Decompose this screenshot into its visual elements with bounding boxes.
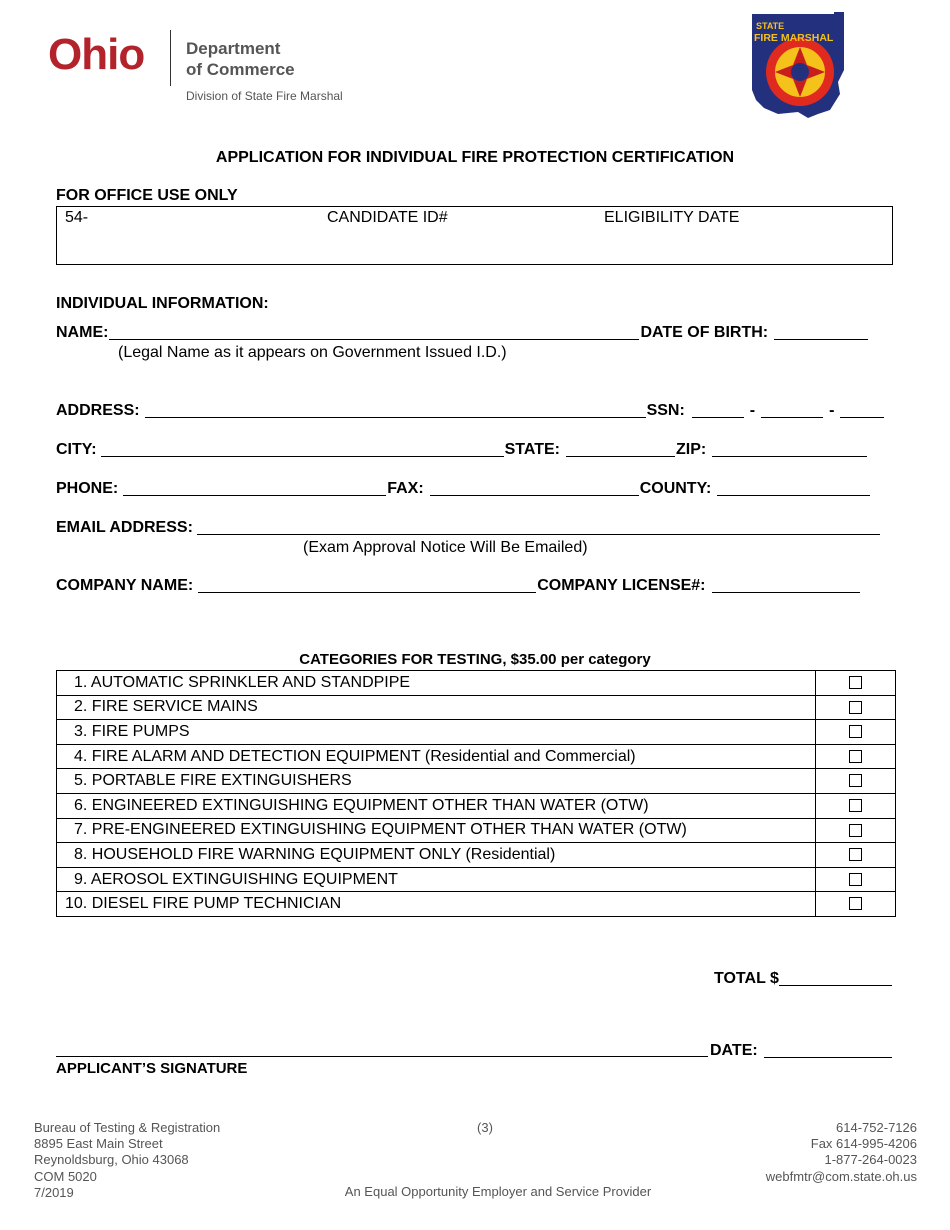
ssn-part-3[interactable] bbox=[840, 403, 884, 418]
phone-field[interactable] bbox=[123, 481, 386, 496]
category-label: 4. FIRE ALARM AND DETECTION EQUIPMENT (Residential and Commercial) bbox=[57, 744, 816, 769]
category-checkbox[interactable] bbox=[849, 848, 862, 861]
signature-label: APPLICANT’S SIGNATURE bbox=[56, 1060, 248, 1077]
dob-label: DATE OF BIRTH: bbox=[640, 324, 769, 341]
category-checkbox[interactable] bbox=[849, 774, 862, 787]
category-checkbox[interactable] bbox=[849, 799, 862, 812]
address-field[interactable] bbox=[145, 403, 646, 418]
page-title: APPLICATION FOR INDIVIDUAL FIRE PROTECTION CERTIFICATION bbox=[215, 149, 735, 166]
office-use-label: FOR OFFICE USE ONLY bbox=[56, 187, 238, 204]
dob-field[interactable] bbox=[774, 325, 868, 340]
category-label: 2. FIRE SERVICE MAINS bbox=[57, 695, 816, 720]
seal-main-text: FIRE MARSHAL bbox=[754, 32, 834, 44]
category-checkbox-cell bbox=[816, 892, 896, 917]
category-label: 9. AEROSOL EXTINGUISHING EQUIPMENT bbox=[57, 867, 816, 892]
fax-field[interactable] bbox=[430, 481, 639, 496]
city-row bbox=[56, 441, 894, 459]
email-row bbox=[56, 519, 894, 537]
phone-label: PHONE: bbox=[56, 480, 119, 497]
category-checkbox-cell bbox=[816, 793, 896, 818]
company-row bbox=[56, 577, 894, 595]
category-label: 10. DIESEL FIRE PUMP TECHNICIAN bbox=[57, 892, 816, 917]
eligibility-date-label: ELIGIBILITY DATE bbox=[604, 209, 740, 226]
category-row bbox=[57, 793, 896, 818]
category-row bbox=[57, 892, 896, 917]
category-checkbox-cell bbox=[816, 843, 896, 868]
category-row bbox=[57, 867, 896, 892]
category-row bbox=[57, 843, 896, 868]
phone-row bbox=[56, 480, 894, 498]
department-name: Department of Commerce bbox=[186, 39, 295, 79]
ssn-part-2[interactable] bbox=[761, 403, 823, 418]
signature-date-row bbox=[710, 1042, 892, 1060]
name-row bbox=[56, 324, 894, 342]
company-name-field[interactable] bbox=[198, 578, 536, 593]
city-label: CITY: bbox=[56, 441, 97, 458]
seal-top-text: STATE bbox=[756, 21, 785, 31]
category-checkbox[interactable] bbox=[849, 897, 862, 910]
categories-heading: CATEGORIES FOR TESTING, $35.00 per category bbox=[299, 651, 651, 668]
category-checkbox-cell bbox=[816, 695, 896, 720]
categories-table bbox=[56, 670, 896, 917]
individual-info-heading: INDIVIDUAL INFORMATION: bbox=[56, 295, 269, 312]
footer-contact: 614-752-7126 Fax 614-995-4206 1-877-264-0023 webfmtr@com.state.oh.us bbox=[765, 1120, 917, 1184]
fire-marshal-seal-icon bbox=[748, 10, 848, 120]
signature-field[interactable] bbox=[56, 1056, 708, 1057]
category-checkbox-cell bbox=[816, 818, 896, 843]
county-label: COUNTY: bbox=[639, 480, 712, 497]
category-label: 5. PORTABLE FIRE EXTINGUISHERS bbox=[57, 769, 816, 794]
category-checkbox-cell bbox=[816, 720, 896, 745]
office-use-box bbox=[56, 206, 893, 265]
ohio-logo: Ohio bbox=[48, 30, 145, 79]
fax-label: FAX: bbox=[387, 480, 424, 497]
category-checkbox[interactable] bbox=[849, 824, 862, 837]
address-row: ADDRESS: SSN: - - bbox=[56, 402, 894, 420]
category-row bbox=[57, 671, 896, 696]
zip-label: ZIP: bbox=[676, 441, 707, 458]
category-row bbox=[57, 720, 896, 745]
candidate-id-label: CANDIDATE ID# bbox=[327, 209, 448, 226]
category-label: 8. HOUSEHOLD FIRE WARNING EQUIPMENT ONLY (Residential) bbox=[57, 843, 816, 868]
email-label: EMAIL ADDRESS: bbox=[56, 519, 193, 536]
category-row bbox=[57, 695, 896, 720]
signature-date-field[interactable] bbox=[764, 1043, 892, 1058]
name-field[interactable] bbox=[109, 325, 639, 340]
category-checkbox[interactable] bbox=[849, 725, 862, 738]
ssn-part-1[interactable] bbox=[692, 403, 744, 418]
division-name: Division of State Fire Marshal bbox=[186, 89, 343, 103]
category-row bbox=[57, 744, 896, 769]
city-field[interactable] bbox=[101, 442, 504, 457]
company-name-label: COMPANY NAME: bbox=[56, 577, 194, 594]
page-number: (3) bbox=[477, 1120, 493, 1135]
name-note: (Legal Name as it appears on Government Issued I.D.) bbox=[118, 344, 507, 361]
total-row bbox=[714, 970, 892, 988]
category-label: 7. PRE-ENGINEERED EXTINGUISHING EQUIPMENT OTHER THAN WATER (OTW) bbox=[57, 818, 816, 843]
category-checkbox[interactable] bbox=[849, 676, 862, 689]
email-note: (Exam Approval Notice Will Be Emailed) bbox=[303, 539, 588, 556]
total-field[interactable] bbox=[779, 971, 892, 986]
category-checkbox-cell bbox=[816, 671, 896, 696]
email-field[interactable] bbox=[197, 520, 880, 535]
category-checkbox-cell bbox=[816, 744, 896, 769]
category-checkbox-cell bbox=[816, 769, 896, 794]
address-label: ADDRESS: bbox=[56, 402, 140, 419]
category-label: 3. FIRE PUMPS bbox=[57, 720, 816, 745]
category-row bbox=[57, 818, 896, 843]
total-label: TOTAL $ bbox=[714, 970, 779, 987]
zip-field[interactable] bbox=[712, 442, 867, 457]
category-checkbox[interactable] bbox=[849, 701, 862, 714]
logo-divider bbox=[170, 30, 171, 86]
company-license-label: COMPANY LICENSE#: bbox=[537, 577, 706, 594]
equal-opportunity-note: An Equal Opportunity Employer and Service Provider bbox=[344, 1184, 652, 1199]
footer-address: Bureau of Testing & Registration 8895 East Main Street Reynoldsburg, Ohio 43068 COM 5020 7/2019 bbox=[34, 1120, 221, 1200]
county-field[interactable] bbox=[717, 481, 870, 496]
category-label: 6. ENGINEERED EXTINGUISHING EQUIPMENT OTHER THAN WATER (OTW) bbox=[57, 793, 816, 818]
signature-date-label: DATE: bbox=[710, 1042, 758, 1059]
company-license-field[interactable] bbox=[712, 578, 860, 593]
ssn-label: SSN: bbox=[646, 402, 685, 419]
state-field[interactable] bbox=[566, 442, 675, 457]
category-checkbox[interactable] bbox=[849, 750, 862, 763]
category-row bbox=[57, 769, 896, 794]
category-label: 1. AUTOMATIC SPRINKLER AND STANDPIPE bbox=[57, 671, 816, 696]
office-prefix: 54- bbox=[65, 209, 89, 226]
state-label: STATE: bbox=[504, 441, 560, 458]
name-label: NAME: bbox=[56, 324, 109, 341]
category-checkbox-cell bbox=[816, 867, 896, 892]
category-checkbox[interactable] bbox=[849, 873, 862, 886]
